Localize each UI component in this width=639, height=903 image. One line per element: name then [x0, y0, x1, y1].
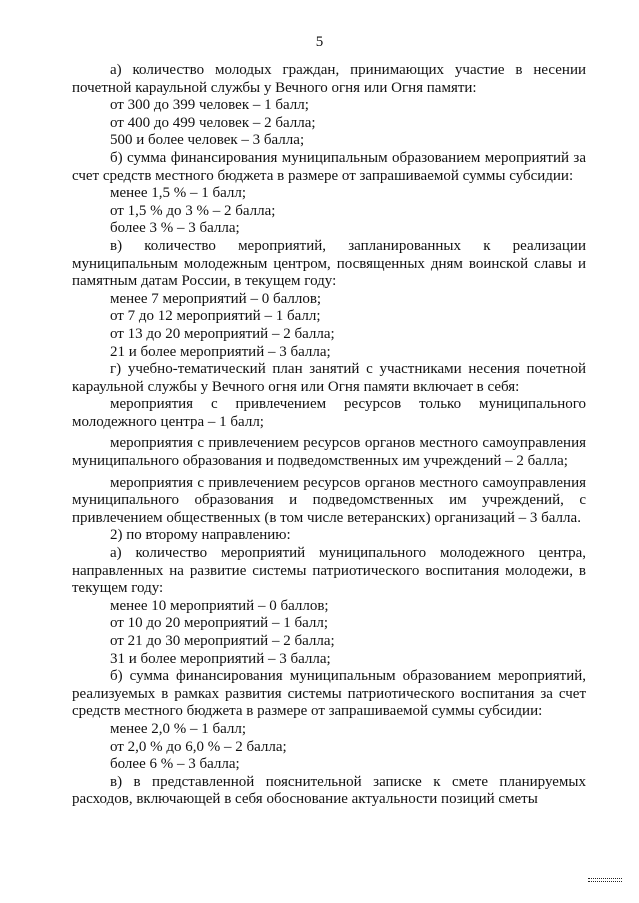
criterion-a-heading: а) количество молодых граждан, принимающих участие в несении почетной караульной службы у Вечного огня или Огня памяти:: [72, 62, 586, 96]
criterion-a-heading: а) количество мероприятий муниципального молодежного центра, направленных на развитие системы патриотического воспитания молодежи, в текущем году:: [72, 545, 586, 597]
document-body: [72, 62, 586, 809]
list-item: 500 и более человек – 3 балла;: [110, 132, 305, 149]
list-item: 31 и более мероприятий – 3 балла;: [110, 650, 331, 667]
section-2-heading: 2) по второму направлению:: [110, 527, 291, 544]
list-item: мероприятия с привлечением ресурсов только муниципального молодежного центра – 1 балл;: [72, 396, 586, 430]
criterion-v-heading: в) количество мероприятий, запланированных к реализации муниципальным молодежным центром, посвященных дням воинской славы и памятным датам России, в текущем году:: [72, 237, 586, 290]
list-item: менее 2,0 % – 1 балл;: [110, 720, 247, 737]
list-item: от 300 до 399 человек – 1 балл;: [110, 97, 309, 114]
list-item: от 400 до 499 человек – 2 балла;: [110, 114, 316, 131]
page-number: 5: [315, 34, 324, 50]
criterion-b-heading: б) сумма финансирования муниципальным образованием мероприятий, реализуемых в рамках развития системы патриотического воспитания за счет средств местного бюджета в размере от запрашиваемой суммы субсидии:: [72, 668, 586, 720]
list-item: менее 7 мероприятий – 0 баллов;: [110, 290, 322, 307]
list-item: менее 1,5 % – 1 балл;: [110, 185, 247, 202]
list-item: мероприятия с привлечением ресурсов органов местного самоуправления муниципального образования и подведомственных им учреждений – 2 балла;: [72, 435, 586, 470]
list-item: от 21 до 30 мероприятий – 2 балла;: [110, 633, 335, 649]
list-item: менее 10 мероприятий – 0 баллов;: [110, 597, 329, 614]
criterion-v-heading: в) в представленной пояснительной записке к смете планируемых расходов, включающей в себя обоснование актуальности позиций сметы: [72, 773, 586, 808]
list-item: от 7 до 12 мероприятий – 1 балл;: [110, 308, 321, 325]
list-item: 21 и более мероприятий – 3 балла;: [110, 343, 331, 360]
list-item: от 10 до 20 мероприятий – 1 балл;: [110, 615, 329, 632]
footer-mark: [588, 878, 622, 882]
list-item: более 3 % – 3 балла;: [110, 220, 240, 237]
list-item: от 1,5 % до 3 % – 2 балла;: [110, 202, 276, 219]
list-item: мероприятия с привлечением ресурсов органов местного самоуправления муниципального образования и подведомственных им учреждений, с привлечением общественных (в том числе ветеранских) организаций – 3 балла.: [72, 474, 586, 526]
list-item: от 13 до 20 мероприятий – 2 балла;: [110, 325, 335, 342]
criterion-b-heading: б) сумма финансирования муниципальным образованием мероприятий за счет средств местного бюджета в размере от запрашиваемой суммы субсидии:: [72, 149, 586, 184]
list-item: более 6 % – 3 балла;: [110, 756, 240, 773]
list-item: от 2,0 % до 6,0 % – 2 балла;: [110, 738, 287, 755]
criterion-g-heading: г) учебно-тематический план занятий с участниками несения почетной караульной службы у Вечного огня или Огня памяти включает в себя:: [72, 361, 586, 395]
